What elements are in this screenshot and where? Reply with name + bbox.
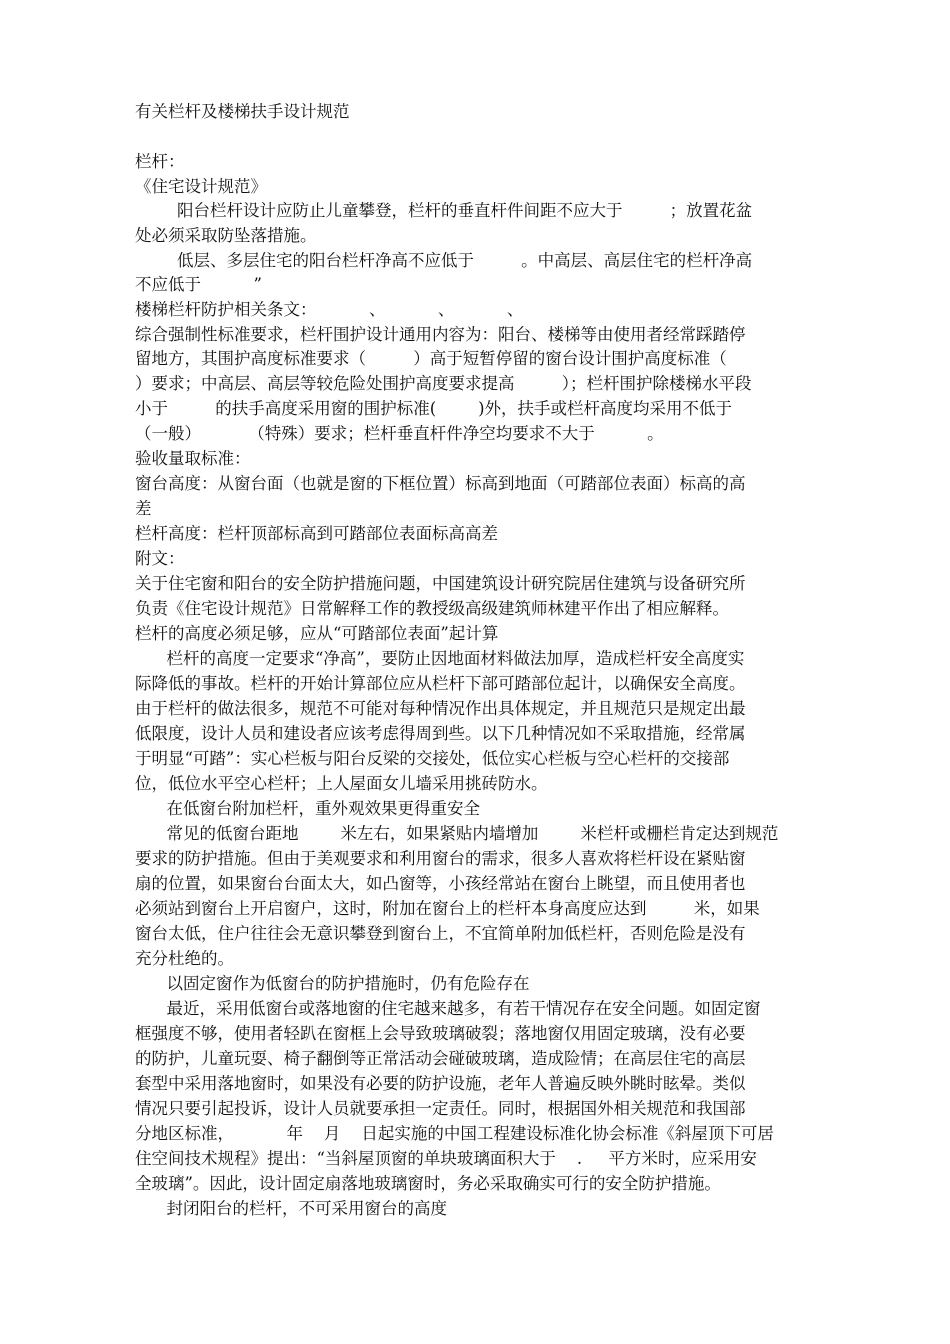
text-line: 栏杆：	[135, 152, 185, 171]
text-line: 栏杆的高度一定要求“净高”，要防止因地面材料做法加厚，造成栏杆安全高度实	[135, 649, 745, 668]
text-line: 以固定窗作为低窗台的防护措施时，仍有危险存在	[135, 974, 530, 993]
text-line: 留地方，其围护高度标准要求（ ）高于短暂停留的窗台设计围护高度标准（	[135, 349, 727, 368]
text-line: 际降低的事故。栏杆的开始计算部位应从栏杆下部可踏部位起计，以确保安全高度。	[135, 674, 746, 693]
text-line: 全玻璃”。因此，设计固定扇落地玻璃窗时，务必采取确实可行的安全防护措施。	[135, 1174, 721, 1193]
text-line: 楼梯栏杆防护相关条文： 、 、 、	[135, 300, 524, 319]
text-line: 处必须采取防坠落措施。	[135, 226, 317, 245]
text-line: 常见的低窗台距地 米左右，如果紧贴内墙增加 米栏杆或栅栏肯定达到规范	[135, 824, 779, 843]
text-line: 最近，采用低窗台或落地窗的住宅越来越多，有若干情况存在安全问题。如固定窗	[135, 999, 761, 1018]
text-line: 位，低位水平空心栏杆；上人屋面女儿墙采用挑砖防水。	[135, 774, 548, 793]
text-line: 窗台太低，住户往往会无意识攀登到窗台上，不宜简单附加低栏杆，否则危险是没有	[135, 924, 746, 943]
text-line: 必须站到窗台上开启窗户，这时，附加在窗台上的栏杆本身高度应达到 米，如果	[135, 899, 760, 918]
text-line: 在低窗台附加栏杆，重外观效果更得重安全	[135, 799, 480, 818]
text-line: （一般） （特殊）要求；栏杆垂直杆件净空均要求不大于 。	[135, 424, 664, 443]
text-line: 扇的位置，如果窗台台面太大，如凸窗等，小孩经常站在窗台上眺望，而且使用者也	[135, 874, 746, 893]
text-line: 于明显“可踏”：实心栏板与阳台反梁的交接处，低位实心栏板与空心栏杆的交接部	[135, 749, 730, 768]
text-line: 情况只要引起投诉，设计人员就要承担一定责任。同时，根据国外相关规范和我国部	[135, 1099, 746, 1118]
text-line: 不应低于 ”	[135, 275, 262, 294]
text-line: 封闭阳台的栏杆，不可采用窗台的高度	[135, 1199, 447, 1218]
text-line: 分地区标准， 年 月 日起实施的中国工程建设标准化协会标准《斜屋顶下可居	[135, 1124, 774, 1143]
text-line: 套型中采用落地窗时，如果没有必要的防护设施，老年人普遍反映外眺时眩晕。类似	[135, 1074, 746, 1093]
text-line: 验收量取标准：	[135, 449, 251, 468]
text-line: 由于栏杆的做法很多，规范不可能对每种情况作出具体规定，并且规范只是规定出最	[135, 699, 746, 718]
text-line: 的防护，儿童玩耍、椅子翻倒等正常活动会碰破玻璃，造成险情；在高层住宅的高层	[135, 1049, 746, 1068]
text-line: 低层、多层住宅的阳台栏杆净高不应低于 。中高层、高层住宅的栏杆净高	[135, 251, 753, 270]
text-line: 低限度，设计人员和建设者应该考虑得周到些。以下几种情况如不采取措施，经常属	[135, 724, 746, 743]
text-line: 附文：	[135, 549, 185, 568]
document-title: 有关栏杆及楼梯扶手设计规范	[135, 102, 350, 121]
text-line: 住空间技术规程》提出：“当斜屋顶窗的单块玻璃面积大于 . 平方米时，应采用安	[135, 1149, 757, 1168]
text-line: 《住宅设计规范》	[135, 177, 267, 196]
text-line: 栏杆高度：栏杆顶部标高到可踏部位表面标高高差	[135, 524, 498, 543]
text-line: 负责《住宅设计规范》日常解释工作的教授级高级建筑师林建平作出了相应解释。	[135, 599, 729, 618]
text-line: 栏杆的高度必须足够，应从“可踏部位表面”起计算	[135, 624, 499, 643]
text-line: 窗台高度：从窗台面（也就是窗的下框位置）标高到地面（可踏部位表面）标高的高	[135, 474, 746, 493]
text-line: 充分杜绝的。	[135, 949, 234, 968]
text-line: 阳台栏杆设计应防止儿童攀登，栏杆的垂直杆件间距不应大于 ；放置花盆	[135, 201, 753, 220]
text-line: ）要求；中高层、高层等较危险处围护高度要求提高 ）；栏杆围护除楼梯水平段	[135, 374, 752, 393]
text-line: 综合强制性标准要求，栏杆围护设计通用内容为：阳台、楼梯等由使用者经常踩踏停	[135, 325, 746, 344]
text-line: 框强度不够，使用者轻趴在窗框上会导致玻璃破裂；落地窗仅用固定玻璃，没有必要	[135, 1024, 746, 1043]
text-line: 小于 的扶手高度采用窗的围护标准( )外，扶手或栏杆高度均采用不低于	[135, 399, 733, 418]
text-line: 关于住宅窗和阳台的安全防护措施问题，中国建筑设计研究院居住建筑与设备研究所	[135, 574, 746, 593]
text-line: 差	[135, 499, 152, 518]
text-line: 要求的防护措施。但由于美观要求和利用窗台的需求，很多人喜欢将栏杆设在紧贴窗	[135, 849, 746, 868]
